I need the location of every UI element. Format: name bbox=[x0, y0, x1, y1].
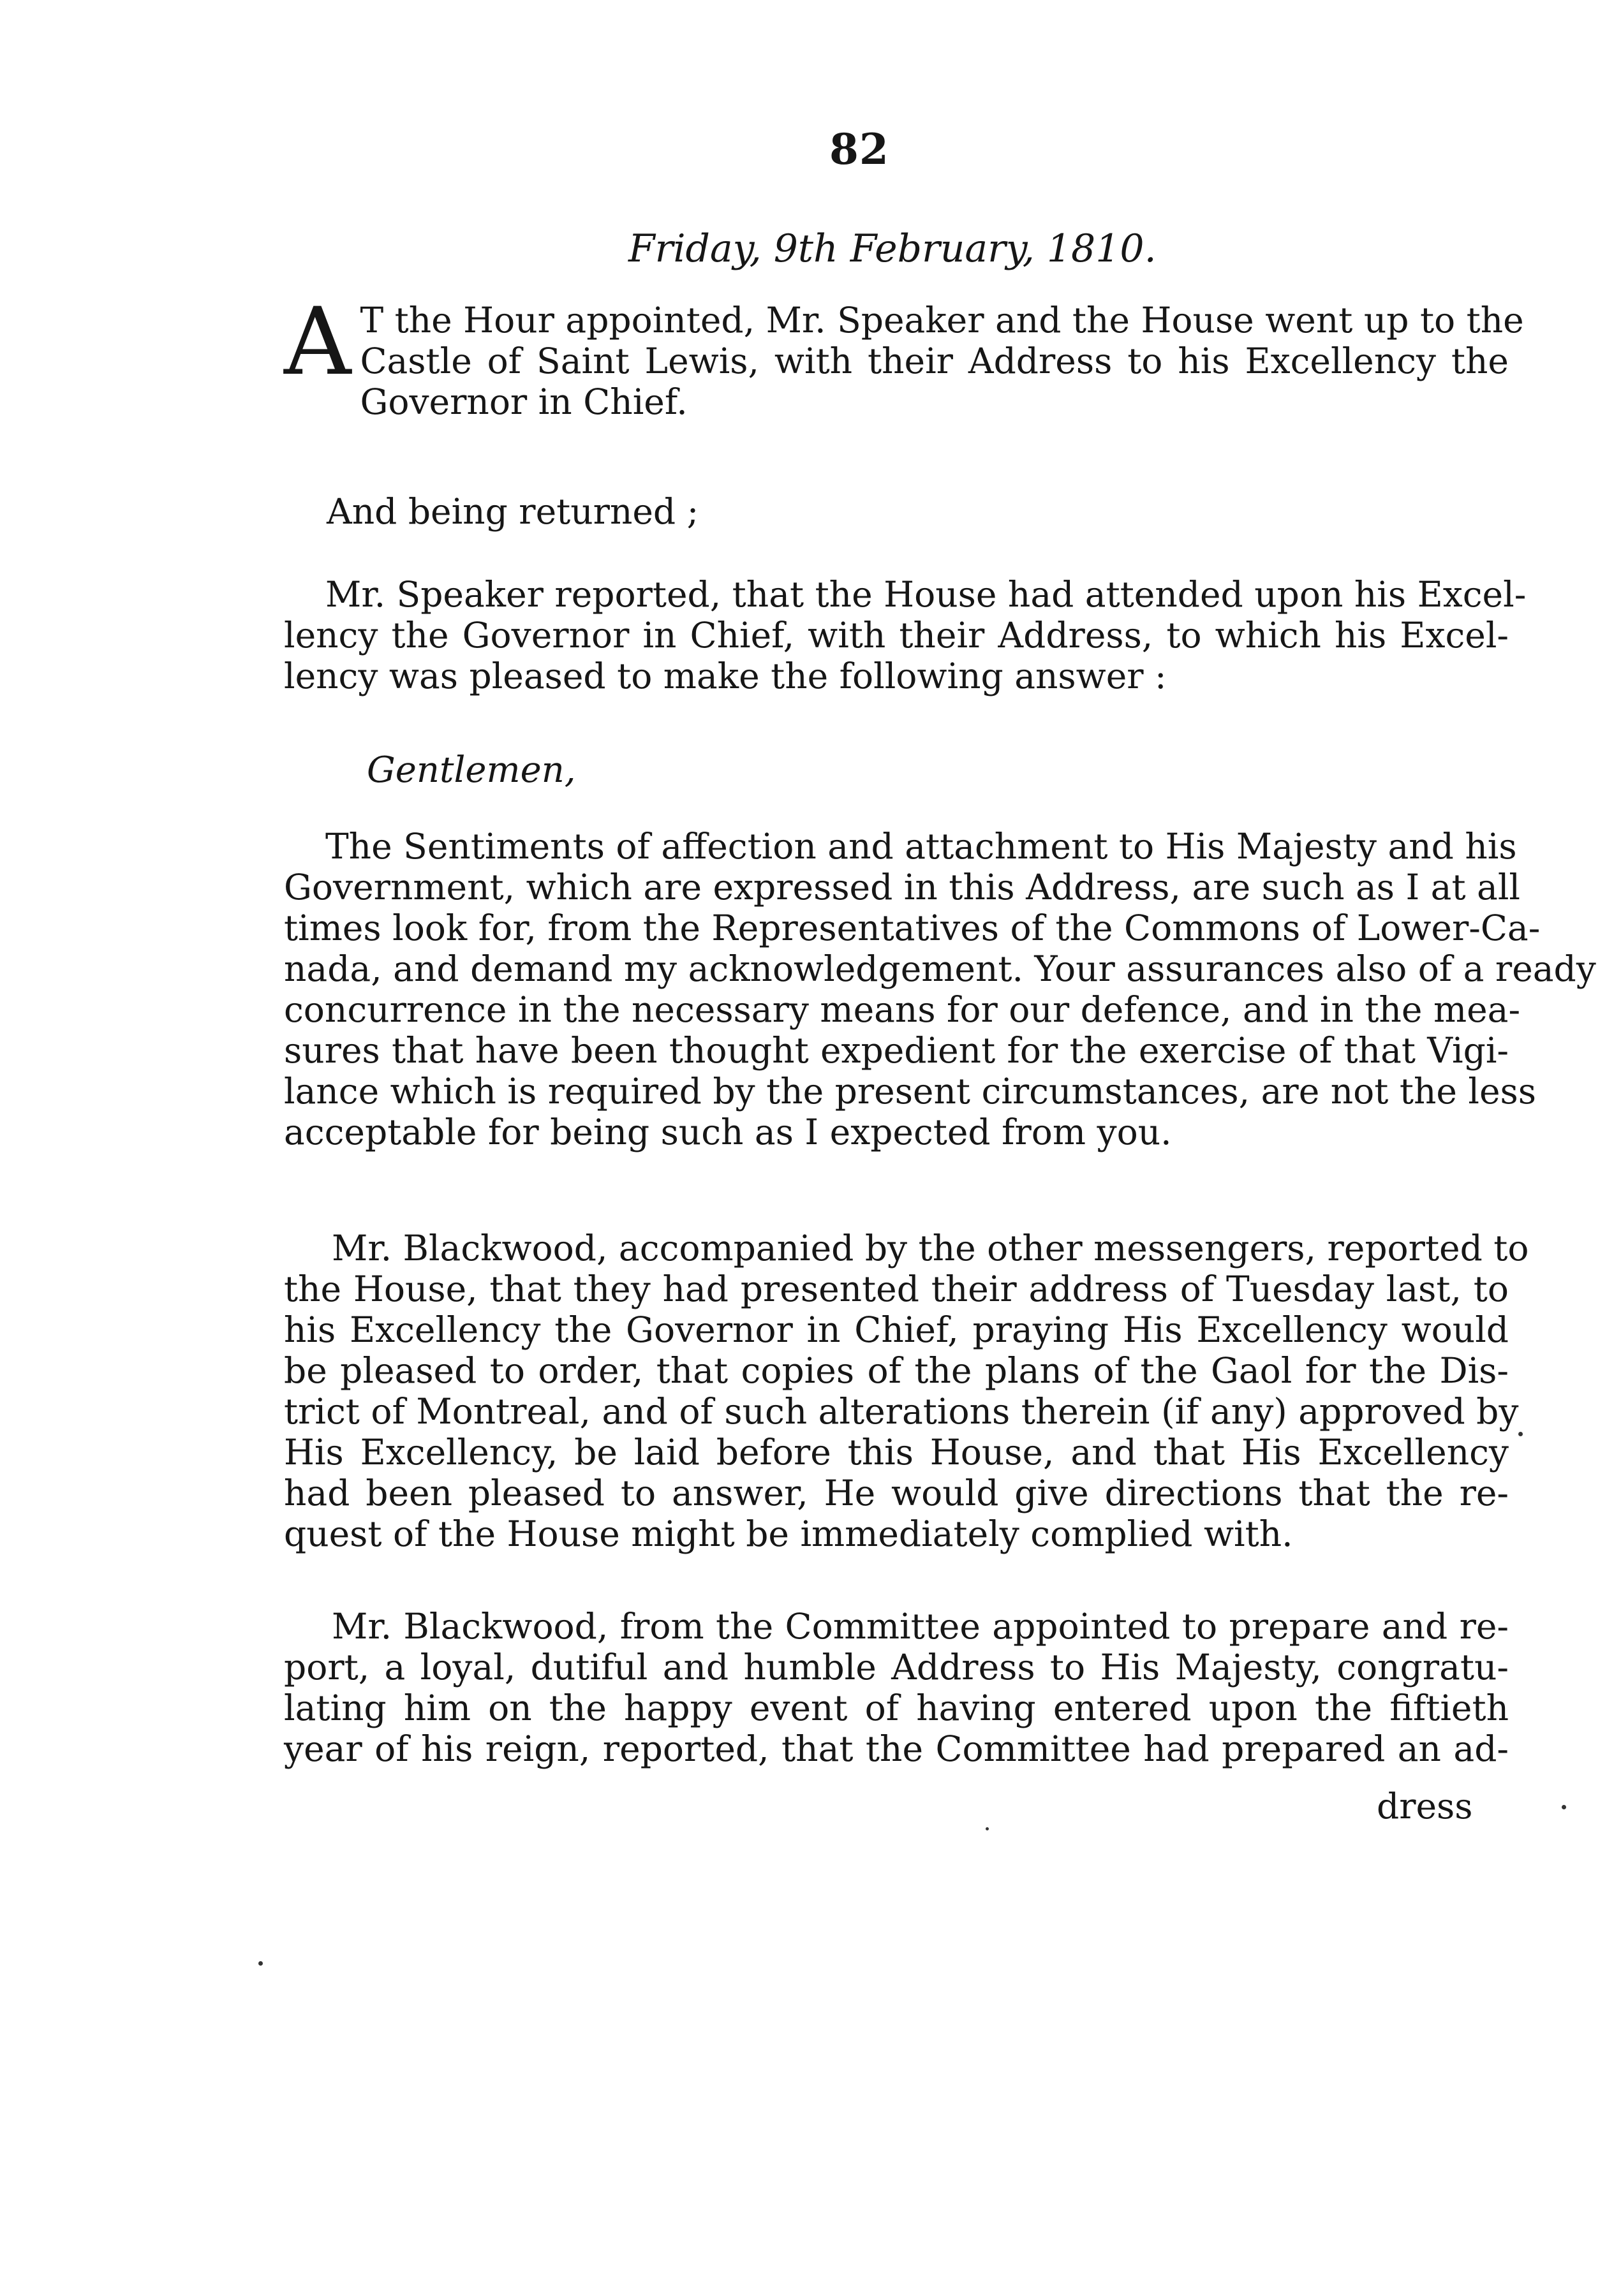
text-line: had been pleased to answer, He would give directions that the re- bbox=[284, 1473, 1509, 1513]
text-line: trict of Montreal, and of such alterations therein (if any) approved by bbox=[284, 1391, 1519, 1432]
text-line: quest of the House might be immediately complied with. bbox=[284, 1513, 1293, 1554]
text-line: be pleased to order, that copies of the plans of the Gaol for the Dis- bbox=[284, 1350, 1509, 1391]
text-line: Governor in Chief. bbox=[360, 381, 688, 422]
text-line: nada, and demand my acknowledgement. Your assurances also of a ready bbox=[284, 948, 1596, 989]
catchword: dress bbox=[1377, 1786, 1473, 1827]
text-line: lance which is required by the present circumstances, are not the less bbox=[284, 1071, 1537, 1112]
page-number: 82 bbox=[829, 124, 889, 174]
speaker-report-paragraph bbox=[284, 574, 1527, 696]
date-heading: Friday, 9th February, 1810. bbox=[628, 226, 1157, 271]
blackwood-gaol-paragraph bbox=[284, 1228, 1529, 1554]
text-line: And being returned ; bbox=[327, 491, 699, 532]
text-line: His Excellency, be laid before this House, and that His Excellency bbox=[284, 1432, 1509, 1473]
opening-paragraph bbox=[284, 288, 1524, 422]
text-line: Mr. Speaker reported, that the House had attended upon his Excel- bbox=[325, 574, 1527, 615]
text-line: Mr. Blackwood, accompanied by the other messengers, reported to bbox=[332, 1228, 1529, 1269]
text-line: lency was pleased to make the following answer : bbox=[284, 656, 1167, 696]
being-returned-line bbox=[327, 491, 1551, 532]
text-line: Castle of Saint Lewis, with their Address to his Excellency the bbox=[360, 341, 1509, 381]
text-line: The Sentiments of affection and attachment to His Majesty and his bbox=[325, 826, 1517, 867]
scan-speck bbox=[986, 1827, 989, 1830]
governor-speech-paragraph bbox=[284, 826, 1596, 1152]
text-line: Mr. Blackwood, from the Committee appointed to prepare and re- bbox=[332, 1606, 1509, 1647]
text-line: Government, which are expressed in this Address, are such as I at all bbox=[284, 867, 1521, 908]
speech-salutation: Gentlemen, bbox=[367, 749, 576, 791]
text-line: concurrence in the necessary means for our defence, and in the mea- bbox=[284, 989, 1521, 1030]
text-line: port, a loyal, dutiful and humble Address to His Majesty, congratu- bbox=[284, 1647, 1509, 1688]
text-line: year of his reign, reported, that the Committee had prepared an ad- bbox=[284, 1728, 1509, 1769]
scan-speck bbox=[1562, 1805, 1566, 1809]
text-line: acceptable for being such as I expected from you. bbox=[284, 1112, 1172, 1152]
scan-speck bbox=[258, 1961, 263, 1966]
text-line: lating him on the happy event of having entered upon the fiftieth bbox=[284, 1688, 1509, 1728]
text-line: the House, that they had presented their address of Tuesday last, to bbox=[284, 1269, 1509, 1309]
text-line: lency the Governor in Chief, with their Address, to which his Excel- bbox=[284, 615, 1509, 656]
text-line: times look for, from the Representatives of the Commons of Lower-Ca- bbox=[284, 908, 1541, 948]
scan-speck bbox=[1518, 1432, 1523, 1436]
blackwood-address-paragraph bbox=[284, 1606, 1509, 1769]
text-line: sures that have been thought expedient for the exercise of that Vigi- bbox=[284, 1030, 1509, 1071]
text-line: his Excellency the Governor in Chief, praying His Excellency would bbox=[284, 1309, 1509, 1350]
text-line: T the Hour appointed, Mr. Speaker and the House went up to the bbox=[360, 300, 1524, 341]
drop-cap: A bbox=[284, 288, 352, 396]
